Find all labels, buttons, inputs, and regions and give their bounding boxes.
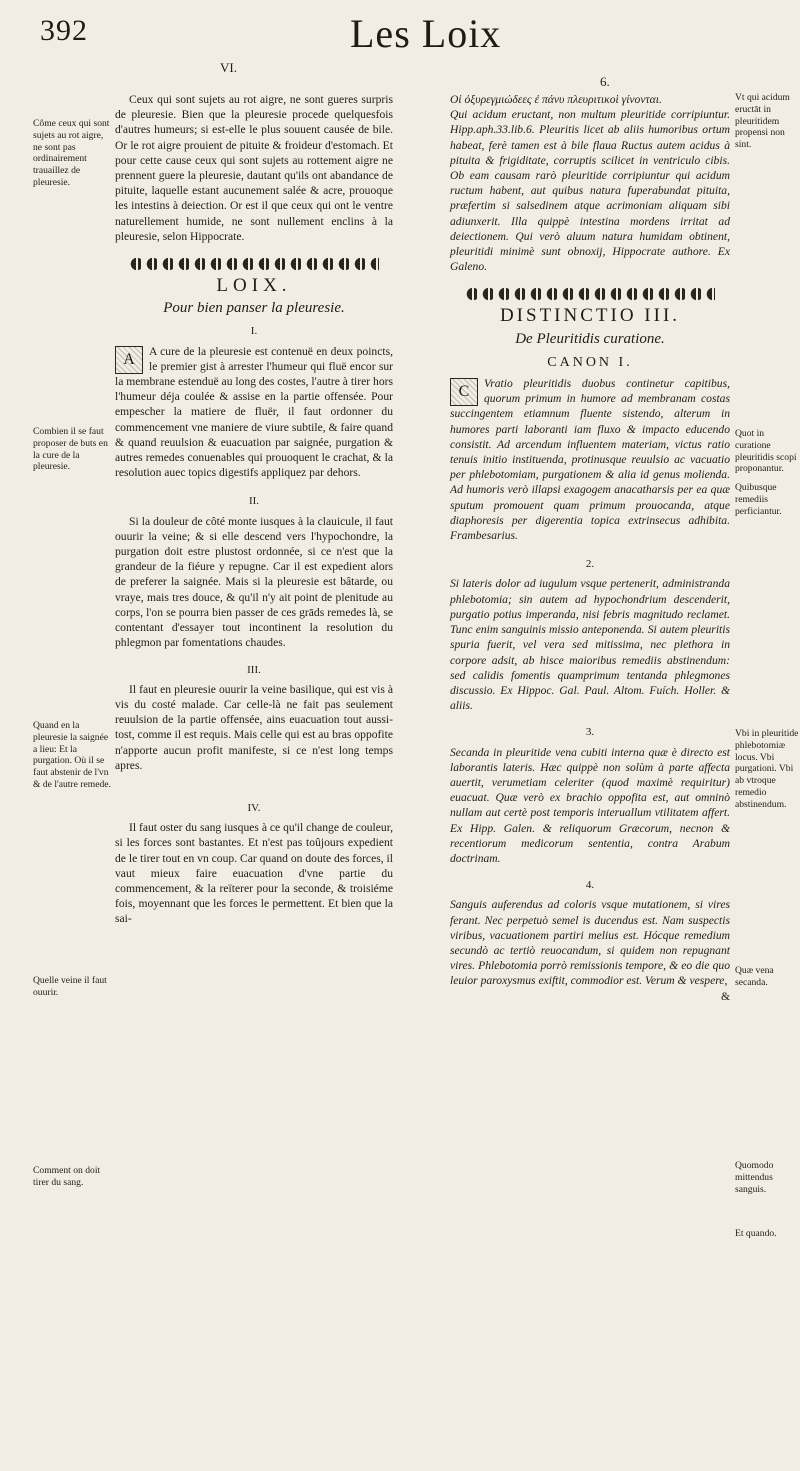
- left-section-number: VI.: [220, 60, 237, 75]
- canon-number: 3.: [585, 726, 595, 739]
- canon-text: Vratio pleuritidis duobus continetur capitibus, quorum primum in humore ad membranam costas succingentem etiamnum fluente sistendo, alterum in humores parti laboranti iam fluxo & impacto educendo consistit. Ad arcendum influentem materiam, victus ratio tenuis initio instituenda, protinusque reuulsio ac vacuatio per phlebotomiam, purgationem & alia id genus molienda. Ad humoris verò illapsi exagogem anacatharsis per ea quæ sputum promouent quam primum prouocanda, atque diaphoresis per digerentia topica extrinsecus adhibita. Frambesarius.: [450, 377, 730, 543]
- law-number: IV.: [247, 801, 261, 814]
- canon-number: 2.: [585, 558, 595, 571]
- right-section-number: 6.: [600, 74, 610, 89]
- latin-section-heading: DISTINCTIO III.: [499, 305, 681, 327]
- law-number: II.: [248, 495, 260, 508]
- margin-note: Quelle veine il faut ouurir.: [33, 975, 107, 998]
- margin-note: Quand en la pleuresie la saignée a lieu: Et la purgation. Où il se faut abstenir de l'vn & de l'autre remede.: [33, 720, 111, 790]
- latin-column: [450, 92, 730, 1004]
- margin-note: Combien il se faut proposer de buts en la cure de la pleuresie.: [33, 426, 108, 473]
- margin-note: Quibusque remediis perficiantur.: [735, 482, 782, 517]
- running-title: Les Loix: [350, 11, 502, 56]
- drop-cap: A: [115, 346, 143, 374]
- margin-note: Vbi in pleuritide phlebotomiæ locus. Vbi purgationi. Vbi ab vtroque remedio abstinendum.: [735, 728, 799, 810]
- ornament-divider: [129, 256, 379, 272]
- latin-section-subheading: De Pleuritidis curatione.: [515, 330, 665, 347]
- drop-cap: C: [450, 378, 478, 406]
- ornament-divider: [465, 286, 715, 302]
- law-paragraph: Si la douleur de côté monte iusques à la clauicule, il faut ouurir la veine; & si elle descend vers l'hypochondre, la purgation doit estre plustost ordonnée, si ce n'est que la grandeur de la fiéure y repugne. Car il est expedient alors de preferer la saignée. Mais si la pleuresie est bâtarde, ou vraye, mais tres douce, & qu'il n'y ait point de plenitude au corps, l'on se pourra bien passer de ces grāds remedes là, se contentant d'essayer tout incontinent la resolution du phlegmon par fomentations chaudes.: [115, 514, 393, 650]
- margin-note: Vt qui acidum eructāt in pleuritidem propensi non sint.: [735, 92, 790, 151]
- law-paragraph: Il faut oster du sang iusques à ce qu'il change de couleur, si les forces sont bastantes. Et n'est pas toûjours expedient de le tirer tout en vn coup. Car quand on doute des forces, il vaut mieux faire euacuation d'vne partie du commencement, & la reïterer pour la seconde, & troisiéme fois, moyennant que les forces le permettent. Et bien que la sai-: [115, 821, 393, 926]
- margin-note: Quomodo mittendus sanguis.: [735, 1160, 774, 1195]
- french-section-subheading: Pour bien panser la pleuresie.: [163, 300, 345, 317]
- canon-paragraph: Sanguis auferendus ad coloris vsque mutationem, si vires ferant. Nec perpetuò semel is ducendus est. Nam suspectis viribus, vacuationem partiri melius est. Hócque remedium secundò ac tertiò reuocandum, si quidem non repugnant vires. Phlebotomia porrò remissionis tempore, & eo die quo leuior paroxysmus exiftit, commodior est. Verum & vespere,: [450, 898, 730, 988]
- french-intro-paragraph: Ceux qui sont sujets au rot aigre, ne sont gueres surpris de pleuresie. Bien que la pleuresie procede quelquesfois d'autres humeurs; si est-elle le plus souuent causée de bile. Or le rot aigre prouient de pituite & froideur d'estomach. Et pour cette cause ceux qui sont sujets au rottement aigre ne prennent guere la pleuresie, dautant qu'ils ont abandance de pituite, laquelle estant aucunement salée & acre, prouoque les intestins à deiection. Or est il que ceux qui ont le ventre naturellement humide, ne sont nullement enclins à la pleuresie, selon Hippocrate.: [115, 93, 393, 243]
- canon-heading: CANON I.: [547, 354, 633, 370]
- catchword: &: [720, 989, 730, 1003]
- law-paragraph: Il faut en pleuresie ouurir la veine basilique, qui est vis à vis du costé malade. Car celle-là ne fait pas seulement reuulsion de la partie offensée, ains euacuation tout aussi-tost, comme il est requis. Mais celle qui est au bras oppofite n'apporte aucun profit manifeste, si ce n'est long temps apres.: [115, 682, 393, 772]
- french-section-heading: LOIX.: [216, 275, 292, 297]
- canon-paragraph: Secanda in pleuritide vena cubiti interna quæ è directo est laborantis lateris. Hæc quippè non solùm à parte affecta auertit, verumetiam celeriter (quod maximè requiritur) euacuat. Quæ verò ex brachio oppofita est, aut omninò nullam aut certè post temporis interuallum vtilitatem affert. Ex Hipp. Galen. & reliquorum Græcorum, necnon & recentiorum medicorum sententia, contra Arabum doctrinam.: [450, 745, 730, 865]
- margin-note: Quot in curatione pleuritidis scopi proponantur.: [735, 428, 797, 475]
- latin-intro-paragraph: Qui acidum eructant, non multum pleuritide corripiuntur. Hipp.aph.33.lib.6. Pleuritis licet ab aliis humoribus ortum habeat, ferè tamen est à bile flaua Ructus autem acidus à pituita & frigiditate, corruptis scilicet in ventriculo cibis. Ob eam causam rarò pleuritide corripiuntur qui acidum ructum habent, aut quibus natura fuperabundat pituita, præfertim si salsedinem atque acrimoniam aliquam sibi adiunxerit. Illa quippè intestina mordens irritat ad deiectionem. Qui verò aluum natura humidam obtinent, pleuritidi minimè sunt obnoxij, Hippocrate authore. Ex Galeno.: [450, 108, 730, 274]
- margin-note: Quæ vena secanda.: [735, 965, 774, 988]
- margin-note: Comment on doit tirer du sang.: [33, 1165, 101, 1188]
- canon-paragraph: Si lateris dolor ad iugulum vsque pertenerit, administranda phlebotomia; sin autem ad hypochondrium descenderit, purgatio potius imperanda, nisi febris magnitudo reclamet. Tunc enim sanguinis missio anteponenda. Si autem pleuritis spuria fuerit, vel vera sed mitissima, nec plethora in corpore adsit, ab hisce maioribus remediis abstinendum: sed calidis fomentis quamprimum tentanda phlegmones discussio. Ex Hippoc. Gal. Paul. Altom. Fuích. Holler. & aliis.: [450, 577, 730, 713]
- law-text: A cure de la pleuresie est contenuë en deux poincts, le premier gist à arrester l'humeur qui fluë encor sur la membrane estenduë au long des costes, l'autre à tirer hors l'humeur déja coulée & assise en la partie offensée. Pour empescher la matiere de fluër, il faut ordonner du commencement vne maniere de viure subtile, & faire quand & quand reuulsion & euacuation par saignée, purgation & autres remedes conuenables qui prouoquent le crachat, & la resolution auec topics digestifs appliquez par dehors.: [115, 344, 393, 480]
- french-column: [115, 92, 393, 927]
- margin-note: Côme ceux qui sont sujets au rot aigre, ne sont pas ordinairement trauaillez de pleuresie.: [33, 118, 110, 188]
- law-number: III.: [247, 663, 261, 676]
- canon-paragraph: [450, 376, 730, 543]
- margin-note: Et quando.: [735, 1228, 777, 1239]
- greek-aphorism: Οἱ ὀξυρεγμιώδεες ἐ πάνυ πλευριτικοὶ γίνονται.: [450, 93, 662, 106]
- canon-number: 4.: [585, 879, 595, 892]
- page-number: 392: [40, 14, 88, 47]
- law-paragraph: [115, 344, 393, 481]
- law-number: I.: [250, 325, 258, 338]
